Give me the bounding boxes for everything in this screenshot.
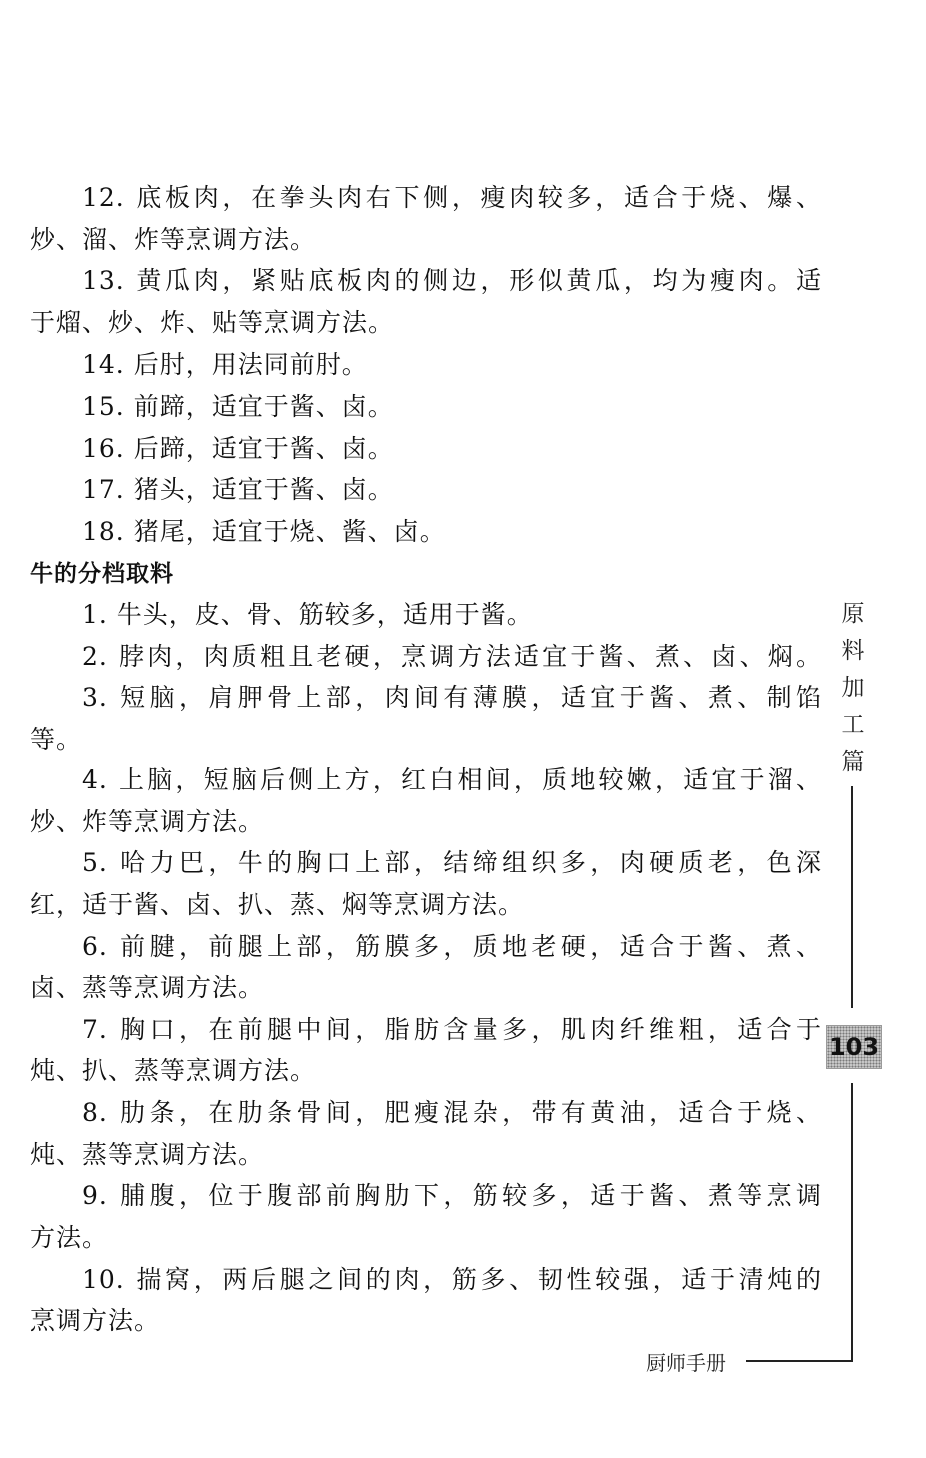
paragraph-line: 12. 底板肉，在拳头肉右下侧，瘦肉较多，适合于烧、爆、 xyxy=(82,183,822,212)
chapter-side-tab xyxy=(838,596,868,781)
paragraph-line: 炒、炸等烹调方法。 xyxy=(30,807,265,836)
paragraph-line: 3. 短脑，肩胛骨上部，肉间有薄膜，适宜于酱、煮、制馅 xyxy=(82,683,822,712)
paragraph-line: 9. 脯腹，位于腹部前胸肋下，筋较多，适于酱、煮等烹调 xyxy=(82,1181,822,1210)
paragraph-line: 6. 前腱，前腿上部，筋膜多，质地老硬，适合于酱、煮、 xyxy=(82,932,822,961)
paragraph-line: 1. 牛头，皮、骨、筋较多，适用于酱。 xyxy=(82,600,533,629)
side-tab-char: 加 xyxy=(841,675,865,701)
paragraph-line: 10. 揣窝，两后腿之间的肉，筋多、韧性较强，适于清炖的 xyxy=(82,1265,822,1294)
paragraph-line: 方法。 xyxy=(30,1223,109,1252)
footer-horizontal-rule xyxy=(746,1360,853,1362)
paragraph-line: 于熘、炒、炸、贴等烹调方法。 xyxy=(30,308,395,337)
page-number: 103 xyxy=(826,1025,882,1069)
side-vertical-rule xyxy=(851,1083,853,1362)
paragraph-line: 烹调方法。 xyxy=(30,1306,161,1335)
section-heading: 牛的分档取料 xyxy=(30,561,174,587)
paragraph-line: 2. 脖肉，肉质粗且老硬，烹调方法适宜于酱、煮、卤、焖。 xyxy=(82,642,822,671)
paragraph-line: 17. 猪头，适宜于酱、卤。 xyxy=(82,475,394,504)
side-vertical-rule xyxy=(851,786,853,1008)
paragraph-line: 卤、蒸等烹调方法。 xyxy=(30,973,265,1002)
paragraph-line: 5. 哈力巴，牛的胸口上部，结缔组织多，肉硬质老，色深 xyxy=(82,848,822,877)
paragraph-line: 18. 猪尾，适宜于烧、酱、卤。 xyxy=(82,517,446,546)
paragraph-line: 16. 后蹄，适宜于酱、卤。 xyxy=(82,434,394,463)
paragraph-line: 7. 胸口，在前腿中间，脂肪含量多，肌肉纤维粗，适合于 xyxy=(82,1015,822,1044)
footer-book-title: 厨师手册 xyxy=(646,1351,726,1375)
paragraph-line: 15. 前蹄，适宜于酱、卤。 xyxy=(82,392,394,421)
paragraph-line: 炖、扒、蒸等烹调方法。 xyxy=(30,1056,317,1085)
paragraph-line: 4. 上脑，短脑后侧上方，红白相间，质地较嫩，适宜于溜、 xyxy=(82,765,822,794)
paragraph-line: 等。 xyxy=(30,725,83,754)
paragraph-line: 14. 后肘，用法同前肘。 xyxy=(82,350,368,379)
side-tab-char: 工 xyxy=(841,712,865,738)
paragraph-line: 炒、溜、炸等烹调方法。 xyxy=(30,225,317,254)
side-tab-char: 篇 xyxy=(841,749,865,775)
paragraph-line: 红，适于酱、卤、扒、蒸、焖等烹调方法。 xyxy=(30,890,525,919)
paragraph-line: 8. 肋条，在肋条骨间，肥瘦混杂，带有黄油，适合于烧、 xyxy=(82,1098,822,1127)
side-tab-char: 原 xyxy=(841,601,865,627)
side-tab-char: 料 xyxy=(841,638,865,664)
paragraph-line: 炖、蒸等烹调方法。 xyxy=(30,1140,265,1169)
paragraph-line: 13. 黄瓜肉，紧贴底板肉的侧边，形似黄瓜，均为瘦肉。适 xyxy=(82,266,822,295)
